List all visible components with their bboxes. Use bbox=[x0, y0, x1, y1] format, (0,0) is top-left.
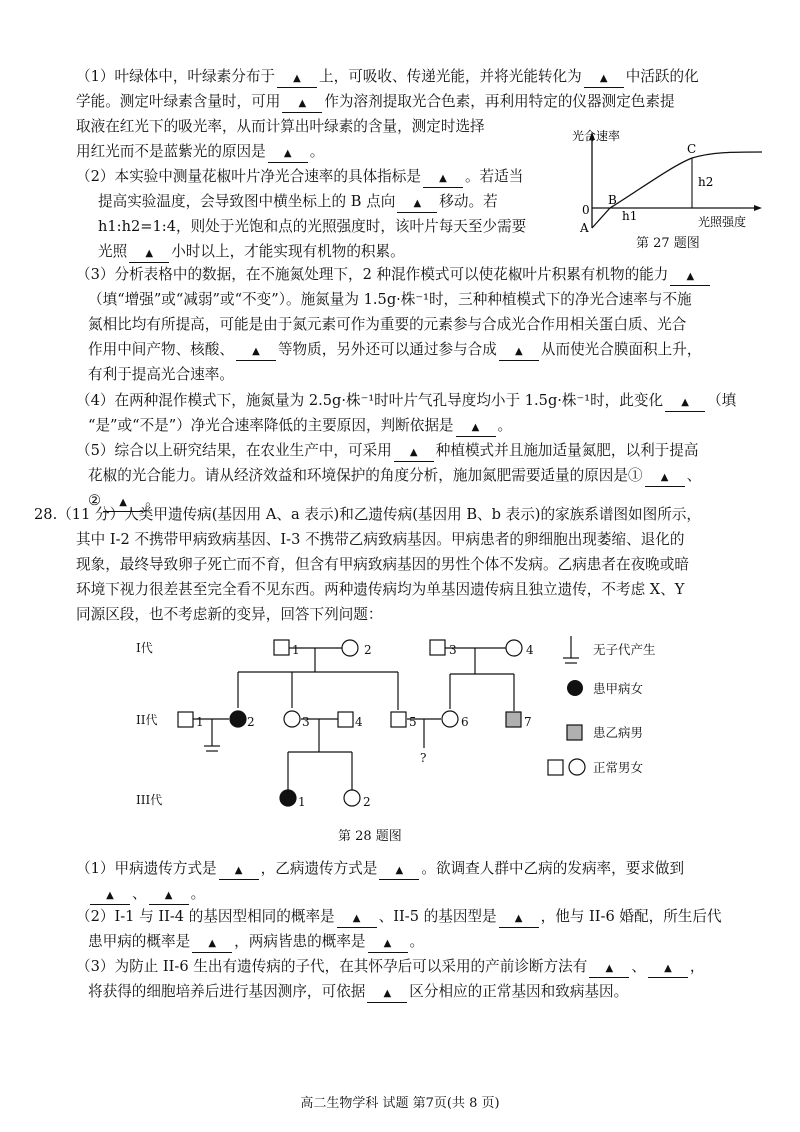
x-axis-label: 光照强度 bbox=[698, 215, 747, 229]
answer-blank[interactable]: ▲ bbox=[268, 144, 308, 163]
answer-blank[interactable]: ▲ bbox=[499, 342, 539, 361]
generation-iii-label: III代 bbox=[136, 793, 163, 807]
answer-blank[interactable]: ▲ bbox=[670, 267, 710, 286]
q27-part3: （3）分析表格中的数据，在不施氮处理下，2 种混作模式可以使花椒叶片积累有机物的能力 ▲ （填“增强”或“减弱”或“不变”）。施氮量为 1.5g·株⁻¹时，三种种植模式下的净光合速率与不施 氮相比均有所提高，可能是由于氮元素可作为重要的元素参与合成光合作用相关蛋白质、光合 作用中间产物、核酸、 ▲ 等物质，另外还可以通过参与合成 ▲ 从而使光合膜面积上升， 有利于提高光合速率。 bbox=[76, 262, 766, 387]
generation-ii-label: II代 bbox=[136, 713, 158, 727]
legend-no-child-label: 无子代产生 bbox=[593, 642, 656, 657]
label-ii2: 2 bbox=[247, 715, 255, 729]
q28-part1: （1）甲病遗传方式是 ▲ ，乙病遗传方式是 ▲ 。欲调查人群中乙病的发病率，要求做到 ▲ 、 ▲ 。 bbox=[76, 856, 766, 906]
pedigree-chart bbox=[0, 620, 800, 830]
individual-iii2-female bbox=[344, 790, 360, 806]
page-footer: 高二生物学科 试题 第7页(共 8 页) bbox=[300, 1096, 500, 1111]
q27-part4: （4）在两种混作模式下，施氮量为 2.5g·株⁻¹时叶片气孔导度均小于 1.5g·株⁻¹时，此变化 ▲ （填 “是”或“不是”）净光合速率降低的主要原因，判断依据是 ▲ 。 bbox=[76, 388, 766, 438]
label-ii4: 4 bbox=[355, 715, 363, 729]
label-ii6: 6 bbox=[461, 715, 469, 729]
answer-blank[interactable]: ▲ bbox=[456, 418, 496, 437]
label-i3: 3 bbox=[449, 643, 457, 657]
answer-blank[interactable]: ▲ bbox=[337, 909, 377, 928]
label-i1: 1 bbox=[292, 643, 300, 657]
point-a-label: A bbox=[580, 221, 589, 235]
origin-label: 0 bbox=[582, 203, 590, 217]
answer-blank[interactable]: ▲ bbox=[499, 909, 539, 928]
individual-ii3-female bbox=[284, 711, 300, 727]
answer-blank[interactable]: ▲ bbox=[367, 984, 407, 1003]
legend-affected-female-icon bbox=[567, 680, 583, 696]
label-iii2: 2 bbox=[363, 795, 371, 809]
q28-part3: （3）为防止 II-6 生出有遗传病的子代，在其怀孕后可以采用的产前诊断方法有 ▲ 、 ▲ ， 将获得的细胞培养后进行基因测序，可依据 ▲ 区分相应的正常基因和致病基因。 bbox=[76, 954, 766, 1004]
individual-i4-female bbox=[506, 640, 522, 656]
answer-blank[interactable]: ▲ bbox=[379, 861, 419, 880]
q28-figure-caption: 第 28 题图 bbox=[338, 829, 402, 844]
answer-blank[interactable]: ▲ bbox=[589, 959, 629, 978]
individual-i3-male bbox=[430, 640, 445, 655]
individual-ii2-affected-female-a bbox=[230, 711, 246, 727]
unknown-offspring-mark: ? bbox=[420, 751, 427, 765]
answer-blank[interactable]: ▲ bbox=[192, 934, 232, 953]
q28-part2: （2）I-1 与 II-4 的基因型相同的概率是 ▲ 、II-5 的基因型是 ▲ ，他与 II-6 婚配，所生后代 患甲病的概率是 ▲ ，两病皆患的概率是 ▲ 。 bbox=[76, 904, 766, 954]
individual-ii4-male bbox=[338, 712, 353, 727]
individual-ii7-affected-male-b bbox=[506, 712, 521, 727]
individual-i2-female bbox=[342, 640, 358, 656]
individual-iii1-affected-female-a bbox=[280, 790, 296, 806]
q27-figure-caption: 第 27 题图 bbox=[636, 236, 700, 251]
answer-blank[interactable]: ▲ bbox=[282, 94, 322, 113]
individual-ii1-male bbox=[178, 712, 193, 727]
y-axis-label: 光合速率 bbox=[572, 129, 621, 143]
legend-normal-label: 正常男女 bbox=[593, 760, 644, 775]
point-b-label: B bbox=[608, 193, 617, 207]
answer-blank[interactable]: ▲ bbox=[277, 69, 317, 88]
label-iii1: 1 bbox=[298, 795, 306, 809]
h1-label: h1 bbox=[622, 209, 638, 223]
answer-blank[interactable]: ▲ bbox=[584, 69, 624, 88]
answer-blank[interactable]: ▲ bbox=[90, 886, 130, 905]
answer-blank[interactable]: ▲ bbox=[129, 244, 169, 263]
q27-part5: （5）综合以上研究结果，在农业生产中，可采用 ▲ 种植模式并且施加适量氮肥，以利于提高 花椒的光合能力。请从经济效益和环境保护的角度分析，施加氮肥需要适量的原因是① ▲ 、 ② ▲ 。 bbox=[76, 438, 766, 513]
answer-blank[interactable]: ▲ bbox=[236, 342, 276, 361]
individual-i1-male bbox=[274, 640, 289, 655]
answer-blank[interactable]: ▲ bbox=[665, 393, 705, 412]
answer-blank[interactable]: ▲ bbox=[103, 493, 143, 512]
point-c-label: C bbox=[687, 142, 697, 156]
label-ii7: 7 bbox=[524, 715, 532, 729]
legend-affected-female-label: 患甲病女 bbox=[593, 681, 644, 696]
legend-normal-male-icon bbox=[548, 760, 563, 775]
answer-blank[interactable]: ▲ bbox=[397, 194, 437, 213]
generation-i-label: I代 bbox=[136, 641, 153, 655]
legend-affected-male-icon bbox=[567, 725, 582, 740]
q27-part1: （1）叶绿体中，叶绿素分布于 ▲ 上，可吸收、传递光能，并将光能转化为 ▲ 中活跃的化 学能。测定叶绿素含量时，可用 ▲ 作为溶剂提取光合色素，再利用特定的仪器测定色素提 取液在红光下的吸光率，从而计算出叶绿素的含量，测定时选择 用红光而不是蓝紫光的原因是 ▲ 。 bbox=[76, 64, 766, 164]
q27-figure bbox=[562, 128, 774, 248]
answer-blank[interactable]: ▲ bbox=[645, 468, 685, 487]
answer-blank[interactable]: ▲ bbox=[648, 959, 688, 978]
answer-blank[interactable]: ▲ bbox=[423, 169, 463, 188]
h2-label: h2 bbox=[698, 175, 714, 189]
label-ii1: 1 bbox=[196, 715, 204, 729]
q28-intro: 28.（11 分）人类甲遗传病(基因用 A、a 表示)和乙遗传病(基因用 B、b 表示)的家族系谱图如图所示， 其中 I-2 不携带甲病致病基因、I-3 不携带乙病致病基因。甲病患者的卵细胞出现萎缩、退化的 现象，最终导致卵子死亡而不育，但含有甲病致病基因的男性个体不发病。乙病患者在夜晚或暗 环境下视力很差甚至完全看不见东西。两种遗传病均为单基因遗传病且独立遗传，不考虑 X、Y 同源区段，也不考虑新的变异，回答下列问题： bbox=[34, 506, 702, 623]
legend-affected-male-label: 患乙病男 bbox=[593, 725, 644, 740]
answer-blank[interactable]: ▲ bbox=[368, 934, 408, 953]
q27-part2: （2）本实验中测量花椒叶片净光合速率的具体指标是 ▲ 。若适当 提高实验温度，会导致图中横坐标上的 B 点向 ▲ 移动。若 h1:h2=1:4，则处于光饱和点的光照强度时，该叶片每天至少需要 光照 ▲ 小时以上，才能实现有机物的积累。 bbox=[76, 164, 556, 264]
individual-ii6-female bbox=[442, 711, 458, 727]
label-ii3: 3 bbox=[302, 715, 310, 729]
answer-blank[interactable]: ▲ bbox=[149, 886, 189, 905]
label-i4: 4 bbox=[526, 643, 534, 657]
individual-ii5-male bbox=[391, 712, 406, 727]
label-i2: 2 bbox=[364, 643, 372, 657]
legend-normal-female-icon bbox=[569, 759, 585, 775]
label-ii5: 5 bbox=[409, 715, 417, 729]
answer-blank[interactable]: ▲ bbox=[219, 861, 259, 880]
x-axis-arrow bbox=[754, 205, 762, 211]
answer-blank[interactable]: ▲ bbox=[394, 443, 434, 462]
